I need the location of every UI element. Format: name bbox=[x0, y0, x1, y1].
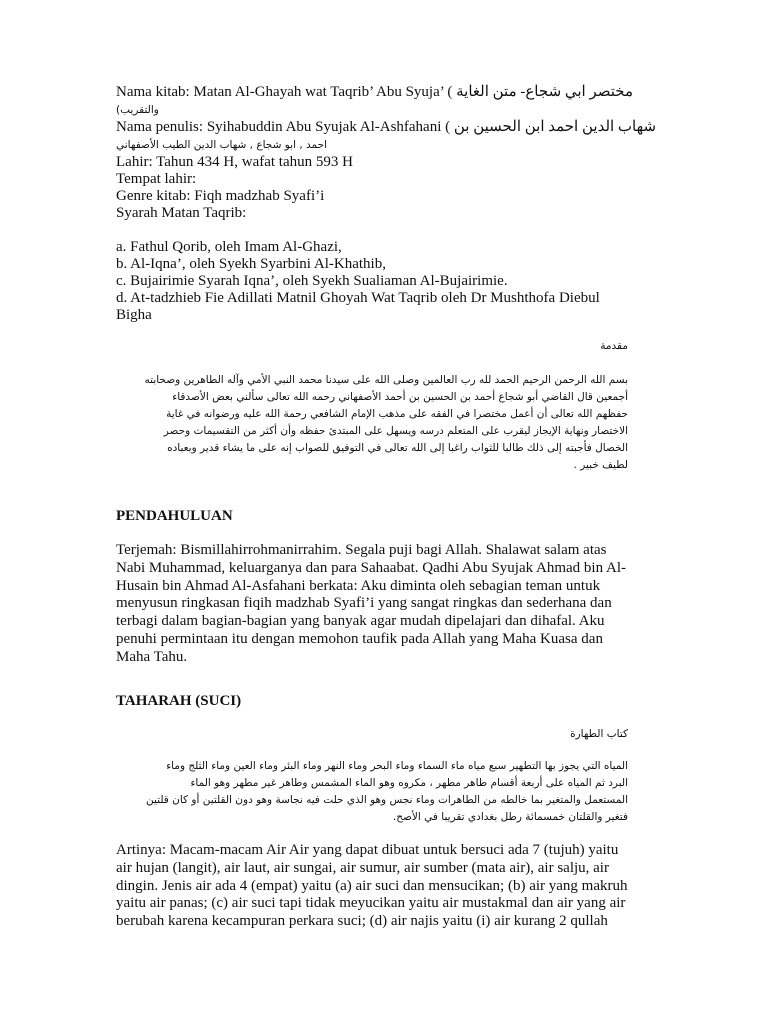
paragraph-line: Maha Tahu. bbox=[116, 648, 188, 665]
muqaddimah-title: مقدمة bbox=[600, 340, 628, 352]
genre-line: Genre kitab: Fiqh madzhab Syafi’i bbox=[116, 188, 325, 204]
arabic-line: حفظهم الله تعالى أن أعمل مختصرا في الفقه على مذهب الإمام الشافعي رحمة الله عليه ورضوانه في غاية bbox=[166, 408, 628, 420]
birthplace-line: Tempat lahir: bbox=[116, 171, 197, 187]
syarah-item: a. Fathul Qorib, oleh Imam Al-Ghazi, bbox=[116, 239, 342, 255]
syarah-item: b. Al-Iqna’, oleh Syekh Syarbini Al-Khathib, bbox=[116, 256, 386, 272]
muqaddimah-text bbox=[116, 372, 628, 474]
paragraph-line: Nabi Muhammad, keluarganya dan para Sahaabat. Qadhi Abu Syujak Ahmad bin Al- bbox=[116, 559, 627, 576]
arabic-line: الخصال فأجبته إلى ذلك طالبا للثواب راغبا إلى الله تعالى في التوفيق للصواب إنه على ما يشاء قدير وبعباده bbox=[167, 442, 628, 454]
arabic-line: بسم الله الرحمن الرحيم الحمد لله رب العالمين وصلى الله على سيدنا محمد النبي الأمي وآله الطاهرين وصحابته bbox=[144, 374, 628, 386]
paragraph-line: terbagi dalam bagian-bagian yang banyak agar mudah dipelajari dan dihafal. Aku bbox=[116, 613, 605, 630]
paragraph-line: air hujan (langit), air laut, air sungai, air sumur, air sumber (mata air), air salju, air bbox=[116, 859, 609, 876]
paragraph-line: Artinya: Macam-macam Air Air yang dapat dibuat untuk bersuci ada 7 (tujuh) yaitu bbox=[116, 842, 619, 858]
arabic-line: الاختصار ونهاية الإيجاز ليقرب على المتعلم درسه ويسهل على المبتدئ حفظه وأن أكثر من التقسيمات وحصر bbox=[163, 425, 628, 437]
book-info bbox=[116, 84, 656, 324]
taharah-translation bbox=[116, 842, 656, 931]
syarah-item: d. At-tadzhieb Fie Adillati Matnil Ghoyah Wat Taqrib oleh Dr Mushthofa Diebul bbox=[116, 290, 600, 306]
paragraph-line: berubah karena kecampuran perkara suci; (d) air najis yaitu (i) air kurang 2 qullah bbox=[116, 913, 608, 930]
arabic-line: أجمعين قال القاضي أبو شجاع أحمد بن الحسين بن أحمد الأصفهاني رحمه الله تعالى سألني بعض الأصدقاء bbox=[172, 391, 628, 403]
taharah-arabic-title: كتاب الطهارة bbox=[570, 728, 628, 740]
birth-line: Lahir: Tahun 434 H, wafat tahun 593 H bbox=[116, 154, 353, 170]
arabic-line: البرد ثم المياه على أربعة أقسام طاهر مطهر ، مكروه وهو الماء المشمس وطاهر غير مطهر وهو الماء bbox=[190, 777, 628, 789]
arabic-line: فتغير والقلتان خمسمائة رطل بغدادي تقريبا في الأصح. bbox=[392, 811, 628, 823]
paragraph-line: penuhi permintaan itu dengan memohon taufik pada Allah yang Maha Kuasa dan bbox=[116, 630, 603, 647]
paragraph-line: menyusun ringkasan fiqih madzhab Syafi’i yang sangat ringkas dan sederhana dan bbox=[116, 595, 612, 612]
book-title-line-cont: (والتقريب bbox=[116, 104, 159, 116]
book-title-line: Nama kitab: Matan Al-Ghayah wat Taqrib’ Abu Syuja’ ( مختصر ابي شجاع- متن الغاية bbox=[116, 84, 634, 100]
syarah-item: c. Bujairimie Syarah Iqna’, oleh Syekh Sualiaman Al-Bujairimie. bbox=[116, 273, 508, 289]
section-heading-taharah: TAHARAH (SUCI) bbox=[116, 693, 242, 709]
section-heading-pendahuluan: PENDAHULUAN bbox=[116, 508, 233, 524]
author-line-cont: احمد , ابو شجاع , شهاب الدين الطيب الأصفهاني bbox=[116, 139, 327, 151]
paragraph-line: Husain bin Ahmad Al-Asfahani berkata: Aku diminta oleh sebagian teman untuk bbox=[116, 577, 601, 594]
syarah-label: Syarah Matan Taqrib: bbox=[116, 205, 247, 221]
paragraph-line: yaitu air panas; (c) air suci tapi tidak meyucikan yaitu air mustakmal dan air yang air bbox=[116, 895, 626, 912]
paragraph-line: dingin. Jenis air ada 4 (empat) yaitu (a) air suci dan mensucikan; (b) air yang makruh bbox=[116, 877, 628, 894]
arabic-line: المياه التي يجوز بها التطهير سبع مياه ماء السماء وماء البحر وماء النهر وماء البئر وماء العين وماء الثلج وماء bbox=[166, 760, 628, 772]
paragraph-line: Terjemah: Bismillahirrohmanirrahim. Segala puji bagi Allah. Shalawat salam atas bbox=[116, 542, 607, 558]
syarah-item-cont: Bigha bbox=[116, 307, 152, 323]
arabic-line: المستعمل والمتغير بما خالطه من الطاهرات وماء نجس وهو الذي حلت فيه نجاسة وهو دون القلتين أو كان قلتين bbox=[145, 794, 628, 806]
taharah-arabic-text bbox=[116, 758, 628, 826]
arabic-line: لطيف خبير . bbox=[573, 459, 628, 471]
pendahuluan-paragraph bbox=[116, 542, 656, 667]
author-line: Nama penulis: Syihabuddin Abu Syujak Al-Ashfahani ( شهاب الدين احمد ابن الحسين بن bbox=[116, 119, 657, 135]
